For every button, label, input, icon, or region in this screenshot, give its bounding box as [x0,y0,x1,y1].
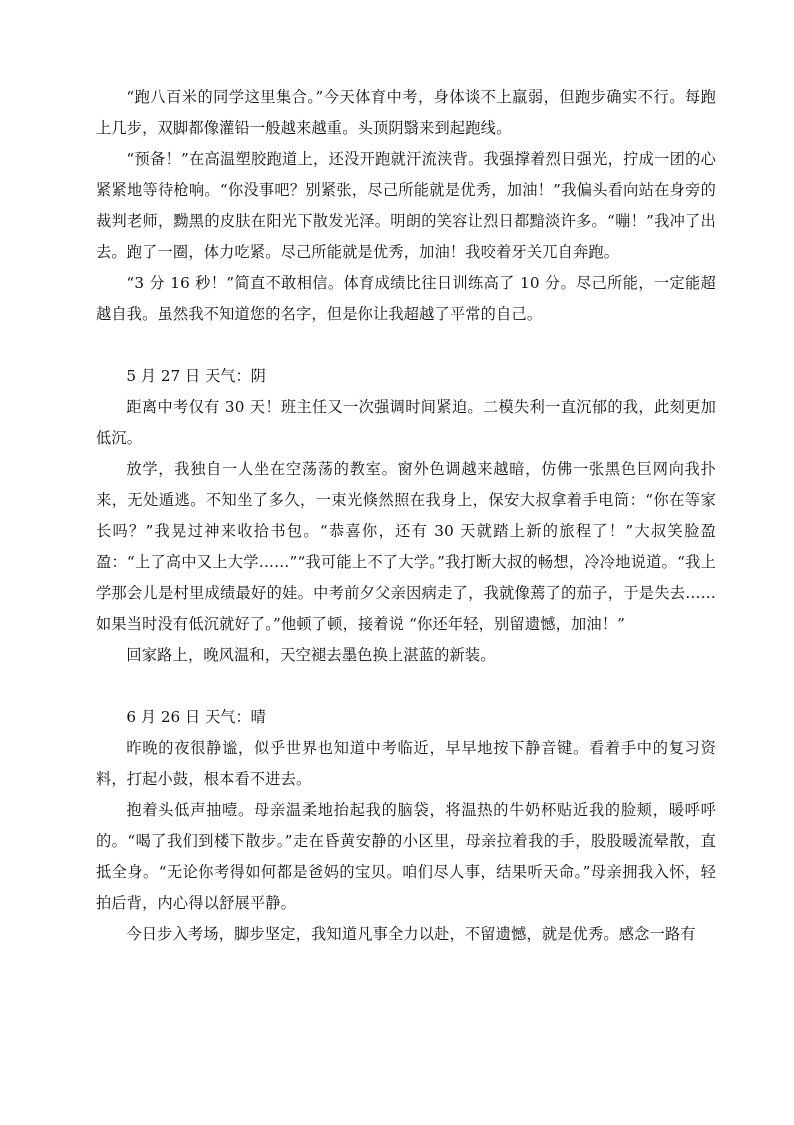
paragraph: 昨晚的夜很静谧，似乎世界也知道中考临近，早早地按下静音键。看着手中的复习资料，打起小鼓，根本看不进去。 [96,739,716,788]
entry-date-heading: 5 月 27 日 天气：阴 [126,367,266,385]
entry-opening [96,82,716,330]
paragraph: 放学，我独自一人坐在空荡荡的教室。窗外色调越来越暗，仿佛一张黑色巨网向我扑来，无处遁逃。不知坐了多久，一束光倏然照在我身上，保安大叔拿着手电筒：“你在等家长吗？”我晃过神来收拾书包。“恭喜你，还有 30 天就踏上新的旅程了！”大叔笑脸盈盈：“上了高中又上大学……”“我可能上不了大学。”我打断大叔的畅想，冷冷地说道。“我上学那会儿是村里成绩最好的娃。中考前夕父亲因病走了，我就像蔫了的茄子，于是失去……如果当时没有低沉就好了。”他顿了顿，接着说 “你还年轻，别留遗憾，加油！” [96,460,716,633]
paragraph: 抱着头低声抽噎。母亲温柔地抬起我的脑袋，将温热的牛奶杯贴近我的脸颊，暖呼呼的。“喝了我们到楼下散步。”走在昏黄安静的小区里，母亲拉着我的手，股股暖流晕散，直抵全身。“无论你考得如何都是爸妈的宝贝。咱们尽人事，结果听天命。”母亲拥我入怀，轻拍后背，内心得以舒展平静。 [96,801,716,912]
paragraph: 回家路上，晚风温和，天空褪去墨色换上湛蓝的新装。 [126,646,496,664]
paragraph: “3 分 16 秒！”简直不敢相信。体育成绩比往日训练高了 10 分。尽己所能，一定能超越自我。虽然我不知道您的名字，但是你让我超越了平常的自己。 [96,274,716,323]
section-spacer [96,671,716,702]
paragraph: “跑八百米的同学这里集合。”今天体育中考，身体谈不上羸弱，但跑步确实不行。每跑上几步，双脚都像灌铅一般越来越重。头顶阴翳来到起跑线。 [96,88,716,137]
paragraph: 今日步入考场，脚步坚定，我知道凡事全力以赴，不留遗憾，就是优秀。感念一路有 [126,925,696,943]
paragraph: 距离中考仅有 30 天！班主任又一次强调时间紧迫。二模失利一直沉郁的我，此刻更加低沉。 [96,398,716,447]
paragraph: “预备！”在高温塑胶跑道上，还没开跑就汗流浃背。我强撑着烈日强光，拧成一团的心紧紧地等待枪响。“你没事吧？别紧张，尽己所能就是优秀，加油！”我偏头看向站在身旁的裁判老师，黝黑的皮肤在阳光下散发光泽。明朗的笑容让烈日都黯淡许多。“嘣！”我冲了出去。跑了一圈，体力吃紧。尽己所能就是优秀，加油！我咬着牙关兀自奔跑。 [96,150,716,261]
entry-date-heading: 6 月 26 日 天气：晴 [126,708,266,726]
section-spacer [96,330,716,361]
entry-june-26 [96,702,716,950]
document-body [96,82,716,950]
entry-may-27 [96,361,716,671]
